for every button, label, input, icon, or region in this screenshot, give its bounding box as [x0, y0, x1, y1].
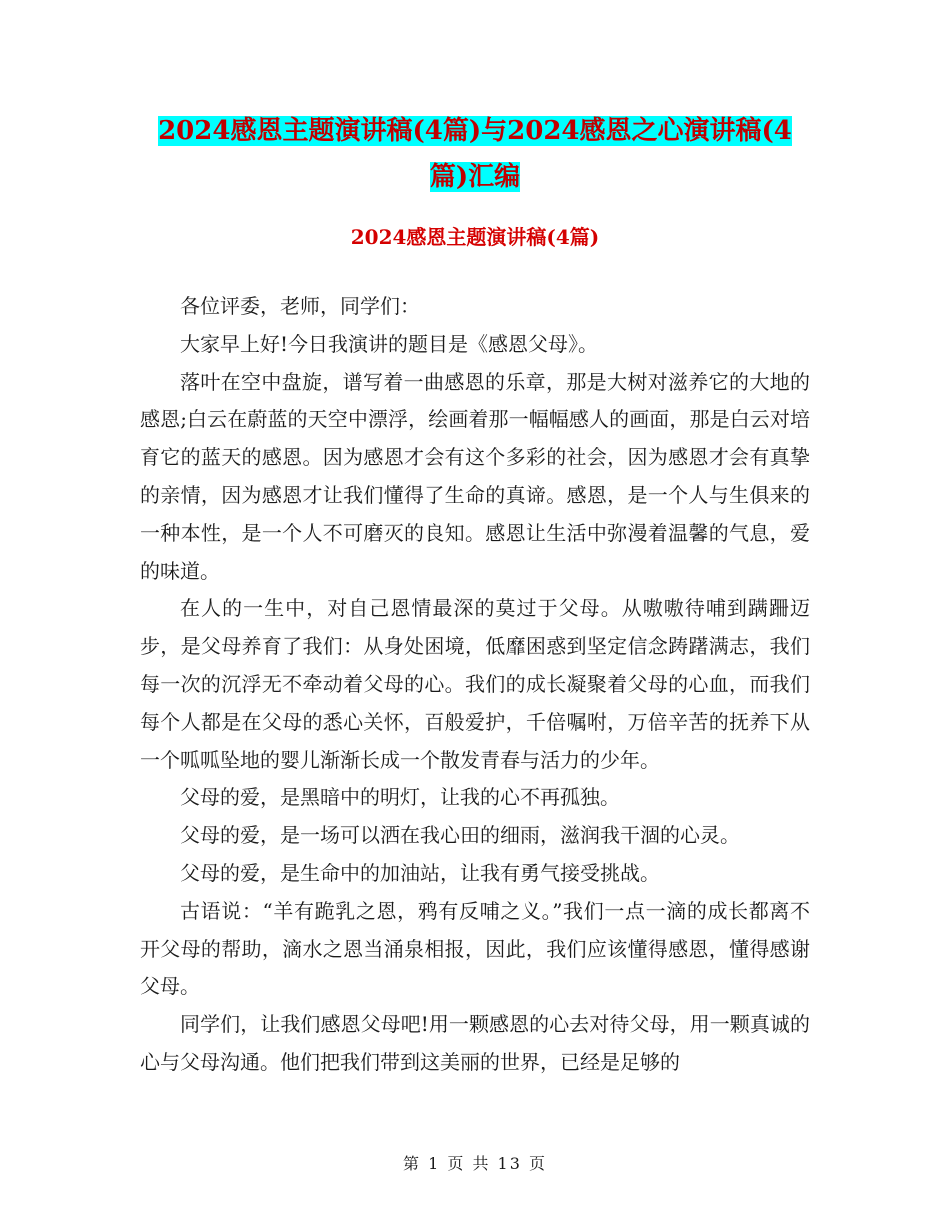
paragraph-greeting: 大家早上好!今日我演讲的题目是《感恩父母》。: [180, 331, 599, 356]
document-title-text: 2024感恩主题演讲稿(4篇)与2024感恩之心演讲稿(4篇)汇编: [158, 116, 792, 192]
paragraph: 古语说：“羊有跪乳之恩，鸦有反哺之义。”我们一点一滴的成长都离不开父母的帮助，滴水之恩当涌泉相报，因此，我们应该懂得感恩，懂得感谢父母。: [140, 898, 810, 999]
paragraph: 父母的爱，是生命中的加油站，让我有勇气接受挑战。: [180, 860, 660, 885]
document-body: [140, 288, 810, 1082]
paragraph-salutation: 各位评委，老师，同学们：: [180, 294, 420, 318]
section-title: 2024感恩主题演讲稿(4篇): [350, 225, 600, 249]
page-number-footer: 第 1 页 共 13 页: [403, 1154, 547, 1173]
document-title: [140, 108, 810, 200]
paragraph: 父母的爱，是黑暗中的明灯，让我的心不再孤独。: [180, 785, 620, 810]
paragraph: 父母的爱，是一场可以洒在我心田的细雨，滋润我干涸的心灵。: [180, 823, 740, 848]
paragraph: 在人的一生中，对自己恩情最深的莫过于父母。从嗷嗷待哺到蹒跚迈步，是父母养育了我们：从身处困境，低靡困惑到坚定信念踌躇满志，我们每一次的沉浮无不牵动着父母的心。我们的成长凝聚着父母的心血，而我们每个人都是在父母的悉心关怀，百般爱护，千倍嘱咐，万倍辛苦的抚养下从一个呱呱坠地的婴儿渐渐长成一个散发青春与活力的少年。: [140, 596, 810, 772]
paragraph: 同学们，让我们感恩父母吧!用一颗感恩的心去对待父母，用一颗真诚的心与父母沟通。他们把我们带到这美丽的世界，已经是足够的: [140, 1012, 810, 1074]
paragraph: 落叶在空中盘旋，谱写着一曲感恩的乐章，那是大树对滋养它的大地的感恩;白云在蔚蓝的天空中漂浮，绘画着那一幅幅感人的画面，那是白云对培育它的蓝天的感恩。因为感恩才会有这个多彩的社会，因为感恩才会有真挚的亲情，因为感恩才让我们懂得了生命的真谛。感恩，是一个人与生俱来的一种本性，是一个人不可磨灭的良知。感恩让生活中弥漫着温馨的气息，爱的味道。: [140, 369, 810, 583]
